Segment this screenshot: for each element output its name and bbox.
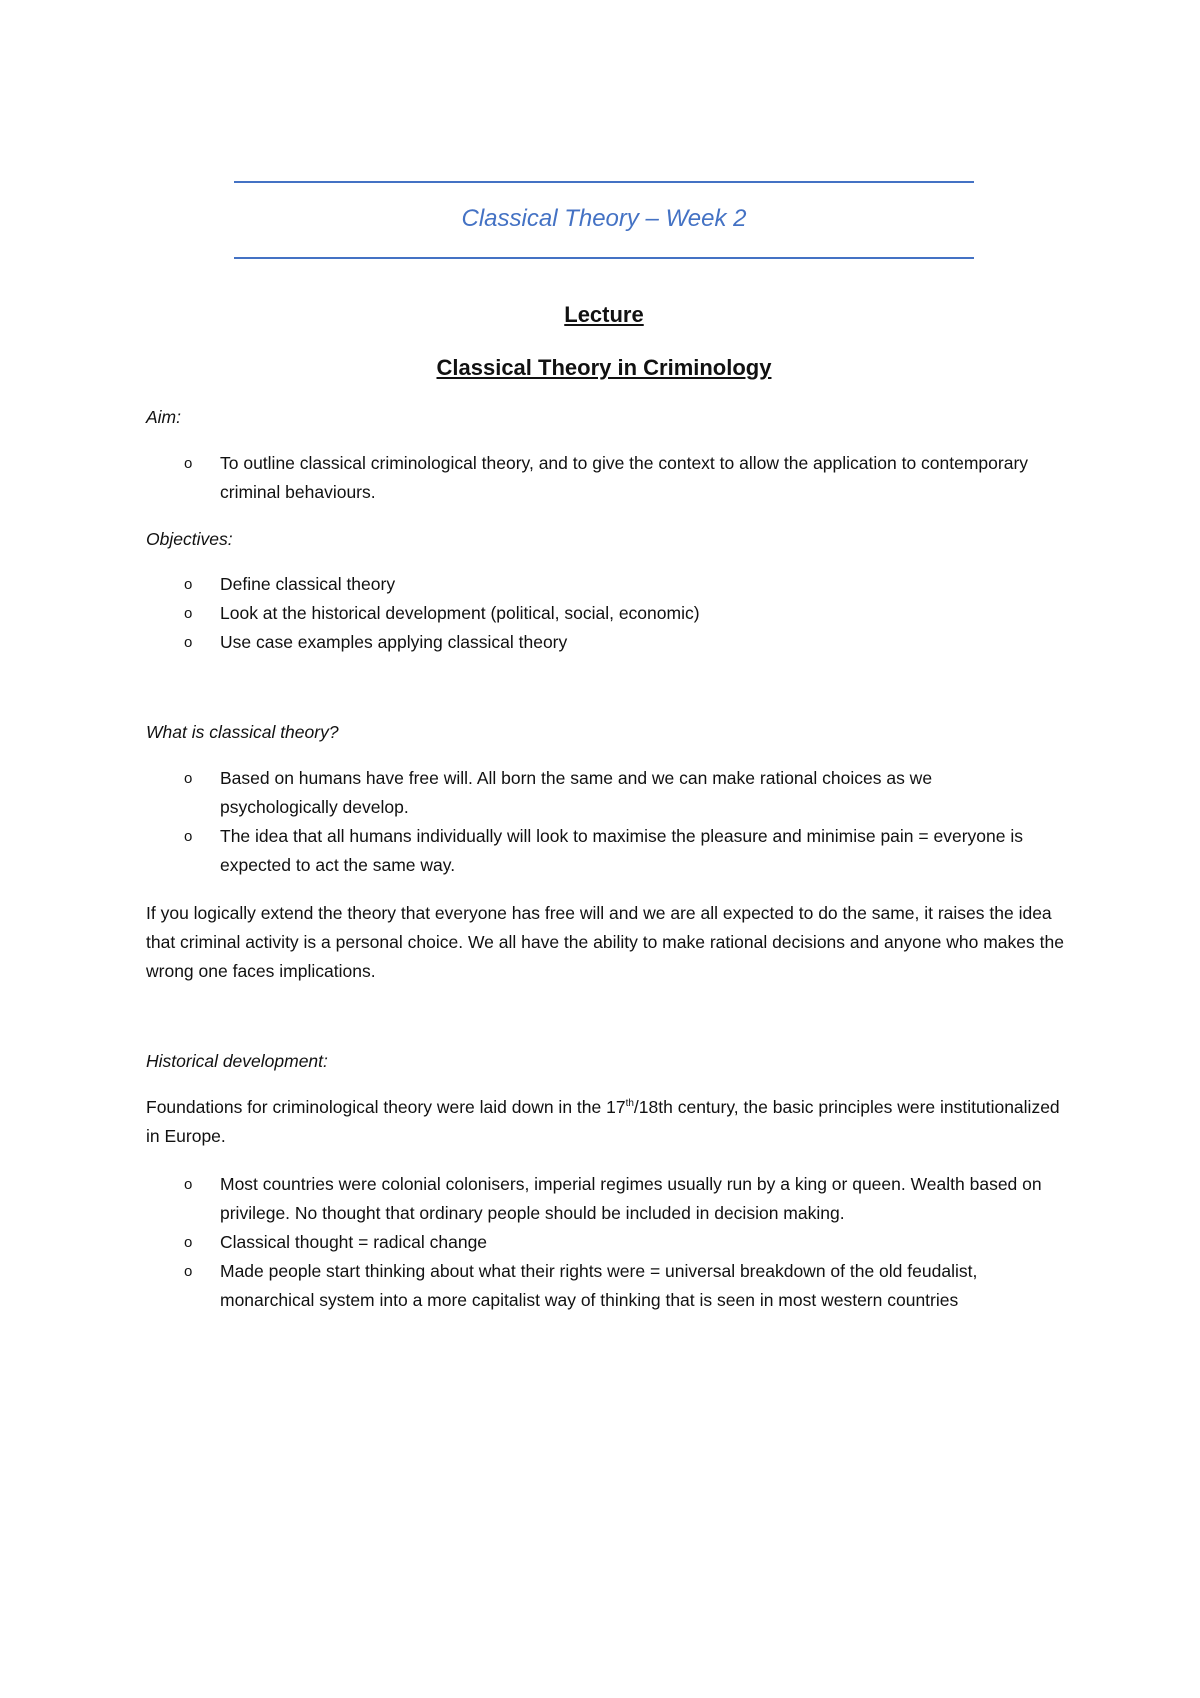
list-item-text: Made people start thinking about what their rights were = universal breakdown of the old feudalist, monarchical system into a more capitalist way of thinking that is seen in most western countries <box>220 1261 978 1310</box>
list-item-text: Based on humans have free will. All born the same and we can make rational choices as we psychologically develop. <box>220 768 933 817</box>
bullet-icon: o <box>184 1263 193 1280</box>
list-item-text: Most countries were colonial colonisers, imperial regimes usually run by a king or queen. Wealth based on privilege. No thought that ordinary people should be included in decision making. <box>220 1174 1042 1223</box>
list-item <box>146 1228 1066 1257</box>
list-item <box>146 628 1066 657</box>
bullet-icon: o <box>184 1176 193 1193</box>
historical-label: Historical development: <box>146 1051 328 1071</box>
document-title: Classical Theory – Week 2 <box>461 205 747 232</box>
what-is-list <box>146 764 1051 880</box>
bullet-icon: o <box>184 455 193 472</box>
objectives-list <box>146 570 1066 657</box>
historical-list <box>146 1170 1066 1315</box>
list-item-text: Look at the historical development (political, social, economic) <box>220 603 700 623</box>
bullet-icon: o <box>184 1234 193 1251</box>
what-is-paragraph: If you logically extend the theory that everyone has free will and we are all expected to do the same, it raises the idea that criminal activity is a personal choice. We all have the ability to make rational decisions and anyone who makes the wrong one faces implications. <box>146 903 1064 981</box>
list-item <box>146 599 1066 628</box>
list-item <box>146 449 1051 507</box>
bullet-icon: o <box>184 605 193 622</box>
list-item-text: To outline classical criminological theory, and to give the context to allow the application to contemporary criminal behaviours. <box>220 453 1029 502</box>
list-item-text: Define classical theory <box>220 574 396 594</box>
objectives-label: Objectives: <box>146 529 233 549</box>
list-item-text: The idea that all humans individually will look to maximise the pleasure and minimise pain = everyone is expected to act the same way. <box>220 826 1023 875</box>
historical-paragraph <box>146 1093 1076 1151</box>
historical-paragraph-end: /18th century, the basic principles were institutionalized in Europe. <box>146 1097 1060 1146</box>
list-item <box>146 570 1066 599</box>
list-item <box>146 822 1051 880</box>
title-bottom-rule <box>234 257 974 259</box>
heading-lecture: Lecture <box>564 302 644 327</box>
bullet-icon: o <box>184 634 193 651</box>
aim-label: Aim: <box>146 407 181 427</box>
what-is-label: What is classical theory? <box>146 722 339 742</box>
heading-topic: Classical Theory in Criminology <box>436 355 772 380</box>
superscript-th: th <box>625 1098 634 1110</box>
bullet-icon: o <box>184 576 193 593</box>
list-item-text: Use case examples applying classical theory <box>220 632 568 652</box>
aim-list <box>146 449 1051 507</box>
bullet-icon: o <box>184 828 193 845</box>
list-item <box>146 764 1051 822</box>
list-item <box>146 1257 1066 1315</box>
historical-paragraph-start: Foundations for criminological theory were laid down in the 17 <box>146 1097 626 1117</box>
list-item-text: Classical thought = radical change <box>220 1232 488 1252</box>
title-top-rule <box>234 181 974 183</box>
list-item <box>146 1170 1066 1228</box>
bullet-icon: o <box>184 770 193 787</box>
